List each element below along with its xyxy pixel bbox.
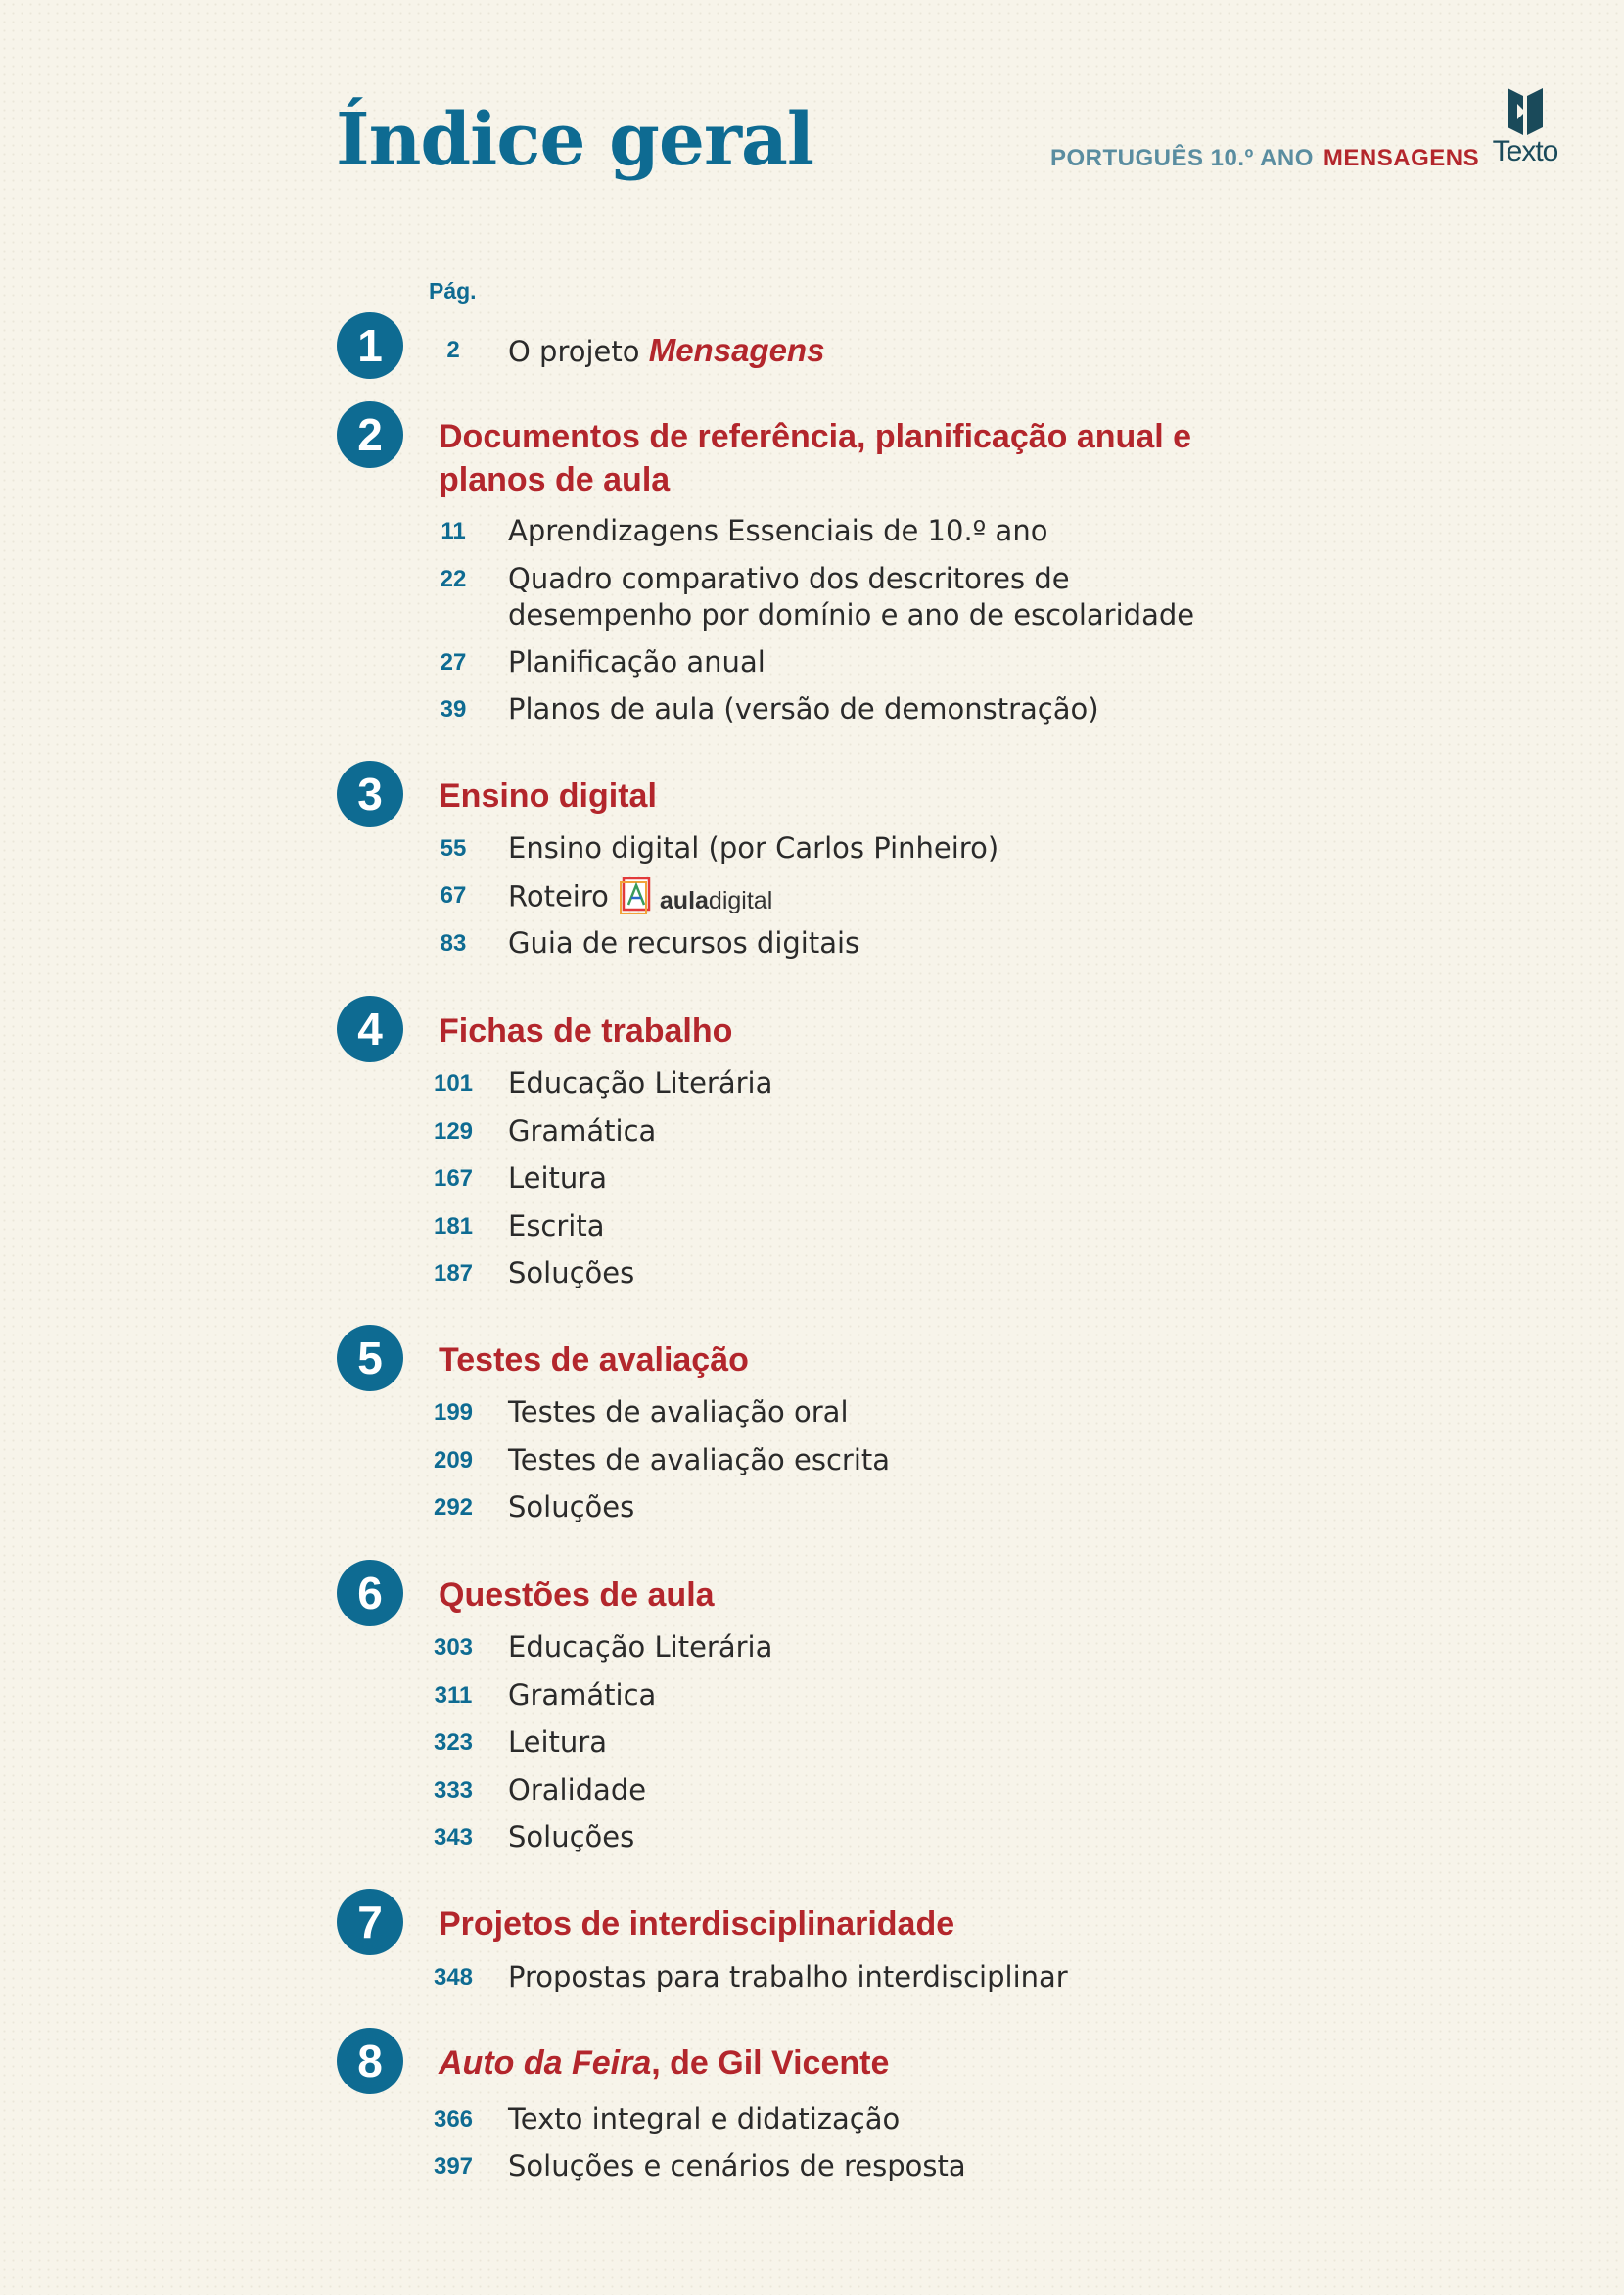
entry-label: Leitura [508, 1161, 607, 1194]
page-number: 343 [433, 1824, 474, 1850]
entry-label: Aprendizagens Essenciais de 10.º ano [508, 514, 1048, 547]
entry-label: Soluções [508, 1820, 635, 1853]
entry-label: Soluções [508, 1256, 635, 1289]
entry-label: Soluções e cenários de resposta [508, 2149, 966, 2182]
page-column-label: Pág. [429, 278, 477, 304]
entry-label: Escrita [508, 1209, 605, 1242]
entry-label: Planificação anual [508, 645, 766, 679]
page-number: 348 [433, 1964, 474, 1991]
page-number: 311 [434, 1682, 473, 1709]
entry-label: Testes de avaliação oral [508, 1395, 849, 1429]
entry-text: Roteiro [508, 879, 609, 913]
entry-label: Testes de avaliação escrita [508, 1443, 891, 1476]
page-number: 303 [433, 1634, 474, 1661]
section-number-badge: 5 [337, 1325, 403, 1391]
series-label [1050, 145, 1479, 172]
section-number-badge: 8 [337, 2028, 403, 2094]
page-number: 129 [433, 1118, 474, 1145]
aula-logo-rest: digital [708, 887, 773, 914]
section-number-badge: 6 [337, 1560, 403, 1626]
section-number-badge: 2 [337, 401, 403, 468]
section-title: Documentos de referência, planificação anual e planos de aula [439, 418, 1192, 498]
page-number: 292 [433, 1494, 474, 1521]
page-number: 187 [433, 1260, 474, 1287]
page-number: 333 [433, 1777, 474, 1803]
page-title: Índice geral [336, 98, 814, 182]
page-number: 27 [440, 649, 467, 676]
page-number: 181 [433, 1213, 474, 1240]
section-title [439, 2041, 1222, 2084]
page-number: 323 [433, 1729, 474, 1756]
section-title-work: Auto da Feira [439, 2044, 652, 2082]
project-name: Mensagens [648, 332, 825, 368]
page-number: 83 [440, 930, 467, 957]
section-title: Testes de avaliação [439, 1341, 749, 1379]
entry-prefix: O projeto [508, 335, 649, 368]
entry-label: Texto integral e didatização [508, 2102, 901, 2135]
book-icon [1504, 86, 1547, 137]
section-number-badge: 3 [337, 761, 403, 827]
entry-label: Propostas para trabalho interdisciplinar [508, 1960, 1068, 1993]
page-number: 2 [446, 337, 460, 363]
section-number-badge: 4 [337, 996, 403, 1062]
entry-label [508, 877, 1252, 919]
section-title: Ensino digital [439, 777, 657, 815]
page-number: 167 [433, 1165, 474, 1192]
entry-label: Oralidade [508, 1773, 647, 1806]
publisher-name: Texto [1492, 135, 1558, 167]
aula-digital-logo [619, 877, 772, 919]
entry-label: Planos de aula (versão de demonstração) [508, 692, 1099, 726]
subject-label: PORTUGUÊS 10.º ANO [1050, 145, 1314, 171]
entry-label: Gramática [508, 1114, 657, 1148]
page-number: 55 [440, 835, 467, 862]
entry-label [508, 332, 1252, 370]
page-number: 39 [440, 696, 467, 723]
page-number: 101 [433, 1070, 474, 1097]
entry-label: Quadro comparativo dos descritores de desempenho por domínio e ano de escolaridade [508, 562, 1195, 632]
page-number: 366 [433, 2106, 474, 2132]
page-number: 209 [433, 1447, 474, 1474]
collection-label: MENSAGENS [1322, 145, 1480, 171]
publisher-logo [1486, 86, 1564, 168]
page-number: 397 [433, 2153, 474, 2179]
page-number: 199 [433, 1399, 474, 1426]
section-number-badge: 7 [337, 1889, 403, 1955]
entry-label: Educação Literária [508, 1630, 773, 1663]
entry-label: Leitura [508, 1725, 607, 1758]
entry-label: Educação Literária [508, 1066, 773, 1100]
entry-label: Gramática [508, 1678, 657, 1711]
page-number: 22 [440, 566, 467, 592]
section-title: Fichas de trabalho [439, 1012, 733, 1050]
section-title: Questões de aula [439, 1576, 715, 1614]
aula-logo-bold: aula [659, 887, 709, 914]
section-title-author: , de Gil Vicente [651, 2044, 890, 2082]
entry-label: Guia de recursos digitais [508, 926, 860, 960]
page-number: 11 [441, 518, 466, 544]
entry-label: Ensino digital (por Carlos Pinheiro) [508, 831, 999, 865]
section-number-badge: 1 [337, 312, 403, 379]
section-title: Projetos de interdisciplinaridade [439, 1905, 955, 1943]
entry-label: Soluções [508, 1490, 635, 1523]
aula-digital-icon [619, 877, 654, 914]
page-number: 67 [440, 882, 467, 909]
